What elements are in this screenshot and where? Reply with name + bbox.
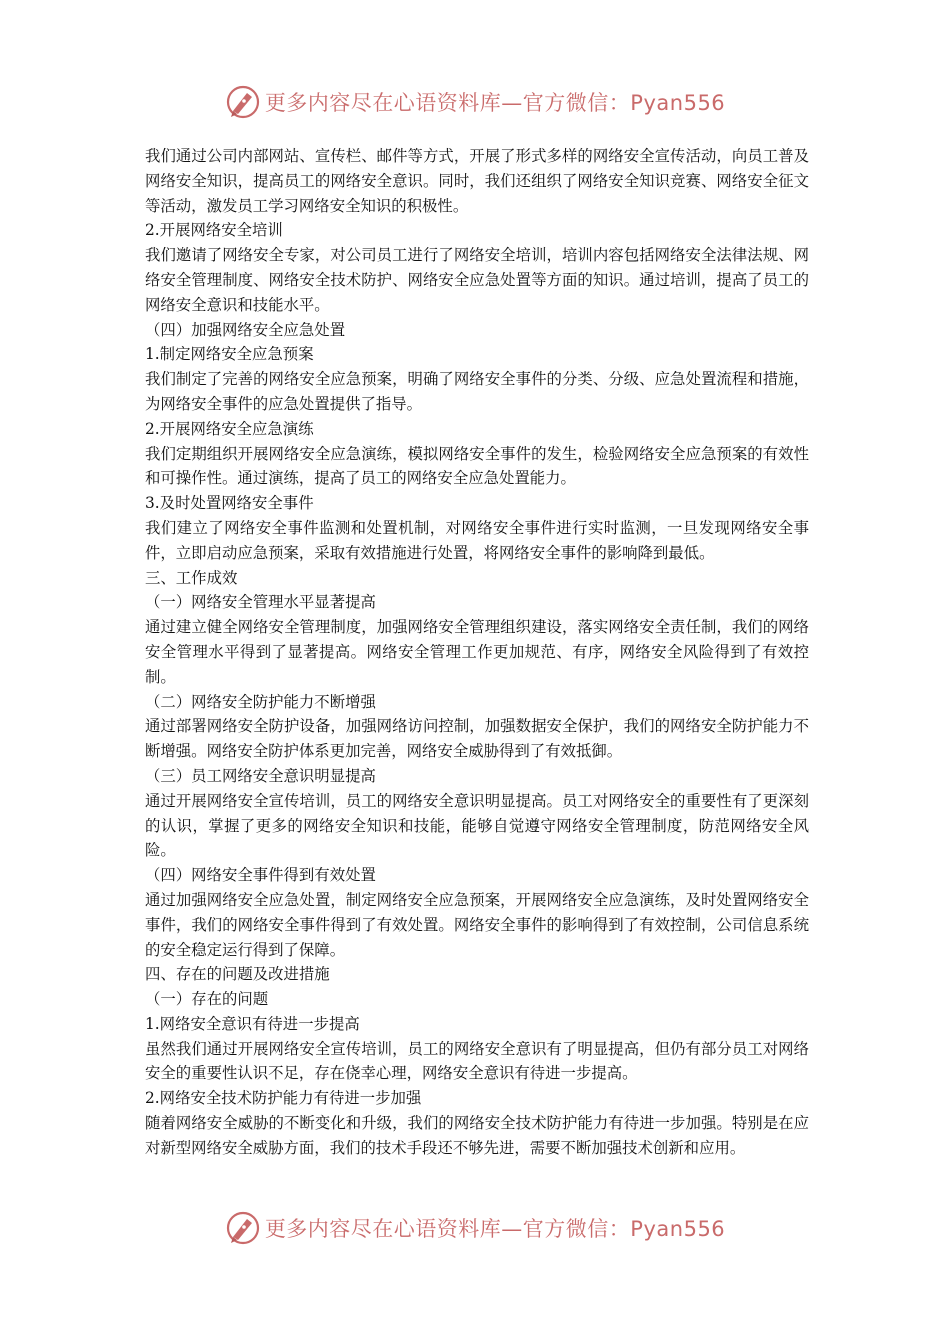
paragraph: 通过部署网络安全防护设备，加强网络访问控制，加强数据安全保护，我们的网络安全防护能力不断增强。网络安全防护体系更加完善，网络安全威胁得到了有效抵御。 — [145, 717, 809, 761]
paragraph: 我们邀请了网络安全专家，对公司员工进行了网络安全培训，培训内容包括网络安全法律法规、网络安全管理制度、网络安全技术防护、网络安全应急处置等方面的知识。通过培训，提高了员工的网络安全意识和技能水平。 — [145, 246, 809, 314]
document-body — [145, 144, 809, 1161]
paragraph: 我们建立了网络安全事件监测和处置机制，对网络安全事件进行实时监测，一旦发现网络安全事件，立即启动应急预案，采取有效措施进行处置，将网络安全事件的影响降到最低。 — [145, 518, 809, 562]
paragraph: 我们定期组织开展网络安全应急演练，模拟网络安全事件的发生，检验网络安全应急预案的有效性和可操作性。通过演练，提高了员工的网络安全应急处置能力。 — [145, 444, 809, 488]
section-heading: （四）网络安全事件得到有效处置 — [145, 866, 376, 885]
section-heading: 四、存在的问题及改进措施 — [145, 965, 330, 984]
paragraph: 随着网络安全威胁的不断变化和升级，我们的网络安全技术防护能力有待进一步加强。特别是在应对新型网络安全威胁方面，我们的技术手段还不够先进，需要不断加强技术创新和应用。 — [145, 1114, 809, 1157]
paragraph: 我们制定了完善的网络安全应急预案，明确了网络安全事件的分类、分级、应急处置流程和措施，为网络安全事件的应急处置提供了指导。 — [145, 370, 809, 413]
header-banner — [0, 82, 950, 122]
section-heading: 2.开展网络安全培训 — [145, 221, 283, 240]
pen-logo-icon — [225, 1210, 261, 1246]
section-heading: 1.网络安全意识有待进一步提高 — [145, 1014, 360, 1033]
section-heading: （四）加强网络安全应急处置 — [145, 320, 346, 339]
paragraph: 通过加强网络安全应急处置，制定网络安全应急预案，开展网络安全应急演练，及时处置网络安全事件，我们的网络安全事件得到了有效处置。网络安全事件的影响得到了有效控制，公司信息系统的安全稳定运行得到了保障。 — [145, 890, 809, 959]
paragraph: 通过开展网络安全宣传培训，员工的网络安全意识明显提高。员工对网络安全的重要性有了更深刻的认识，掌握了更多的网络安全知识和技能，能够自觉遵守网络安全管理制度，防范网络安全风险。 — [145, 791, 809, 860]
section-heading: （三）员工网络安全意识明显提高 — [145, 766, 376, 785]
section-heading: 三、工作成效 — [145, 568, 238, 587]
section-heading: 2.开展网络安全应急演练 — [145, 419, 314, 438]
section-heading: 3.及时处置网络安全事件 — [145, 494, 314, 513]
section-heading: 2.网络安全技术防护能力有待进一步加强 — [145, 1089, 422, 1108]
paragraph: 虽然我们通过开展网络安全宣传培训，员工的网络安全意识有了明显提高，但仍有部分员工对网络安全的重要性认识不足，存在侥幸心理，网络安全意识有待进一步提高。 — [145, 1039, 809, 1083]
section-heading: （二）网络安全防护能力不断增强 — [145, 692, 376, 711]
paragraph: 通过建立健全网络安全管理制度，加强网络安全管理组织建设，落实网络安全责任制，我们的网络安全管理水平得到了显著提高。网络安全管理工作更加规范、有序，网络安全风险得到了有效控制。 — [145, 618, 809, 686]
header-banner-text: 更多内容尽在心语资料库—官方微信：Pyan556 — [264, 91, 726, 115]
section-heading: （一）网络安全管理水平显著提高 — [145, 593, 376, 612]
section-heading: （一）存在的问题 — [145, 990, 269, 1009]
footer-banner-text: 更多内容尽在心语资料库—官方微信：Pyan556 — [264, 1217, 726, 1241]
pen-logo-icon — [225, 84, 261, 120]
footer-banner — [0, 1208, 950, 1248]
paragraph: 我们通过公司内部网站、宣传栏、邮件等方式，开展了形式多样的网络安全宣传活动，向员工普及网络安全知识，提高员工的网络安全意识。同时，我们还组织了网络安全知识竞赛、网络安全征文等活动，激发员工学习网络安全知识的积极性。 — [145, 147, 809, 215]
section-heading: 1.制定网络安全应急预案 — [145, 345, 314, 364]
